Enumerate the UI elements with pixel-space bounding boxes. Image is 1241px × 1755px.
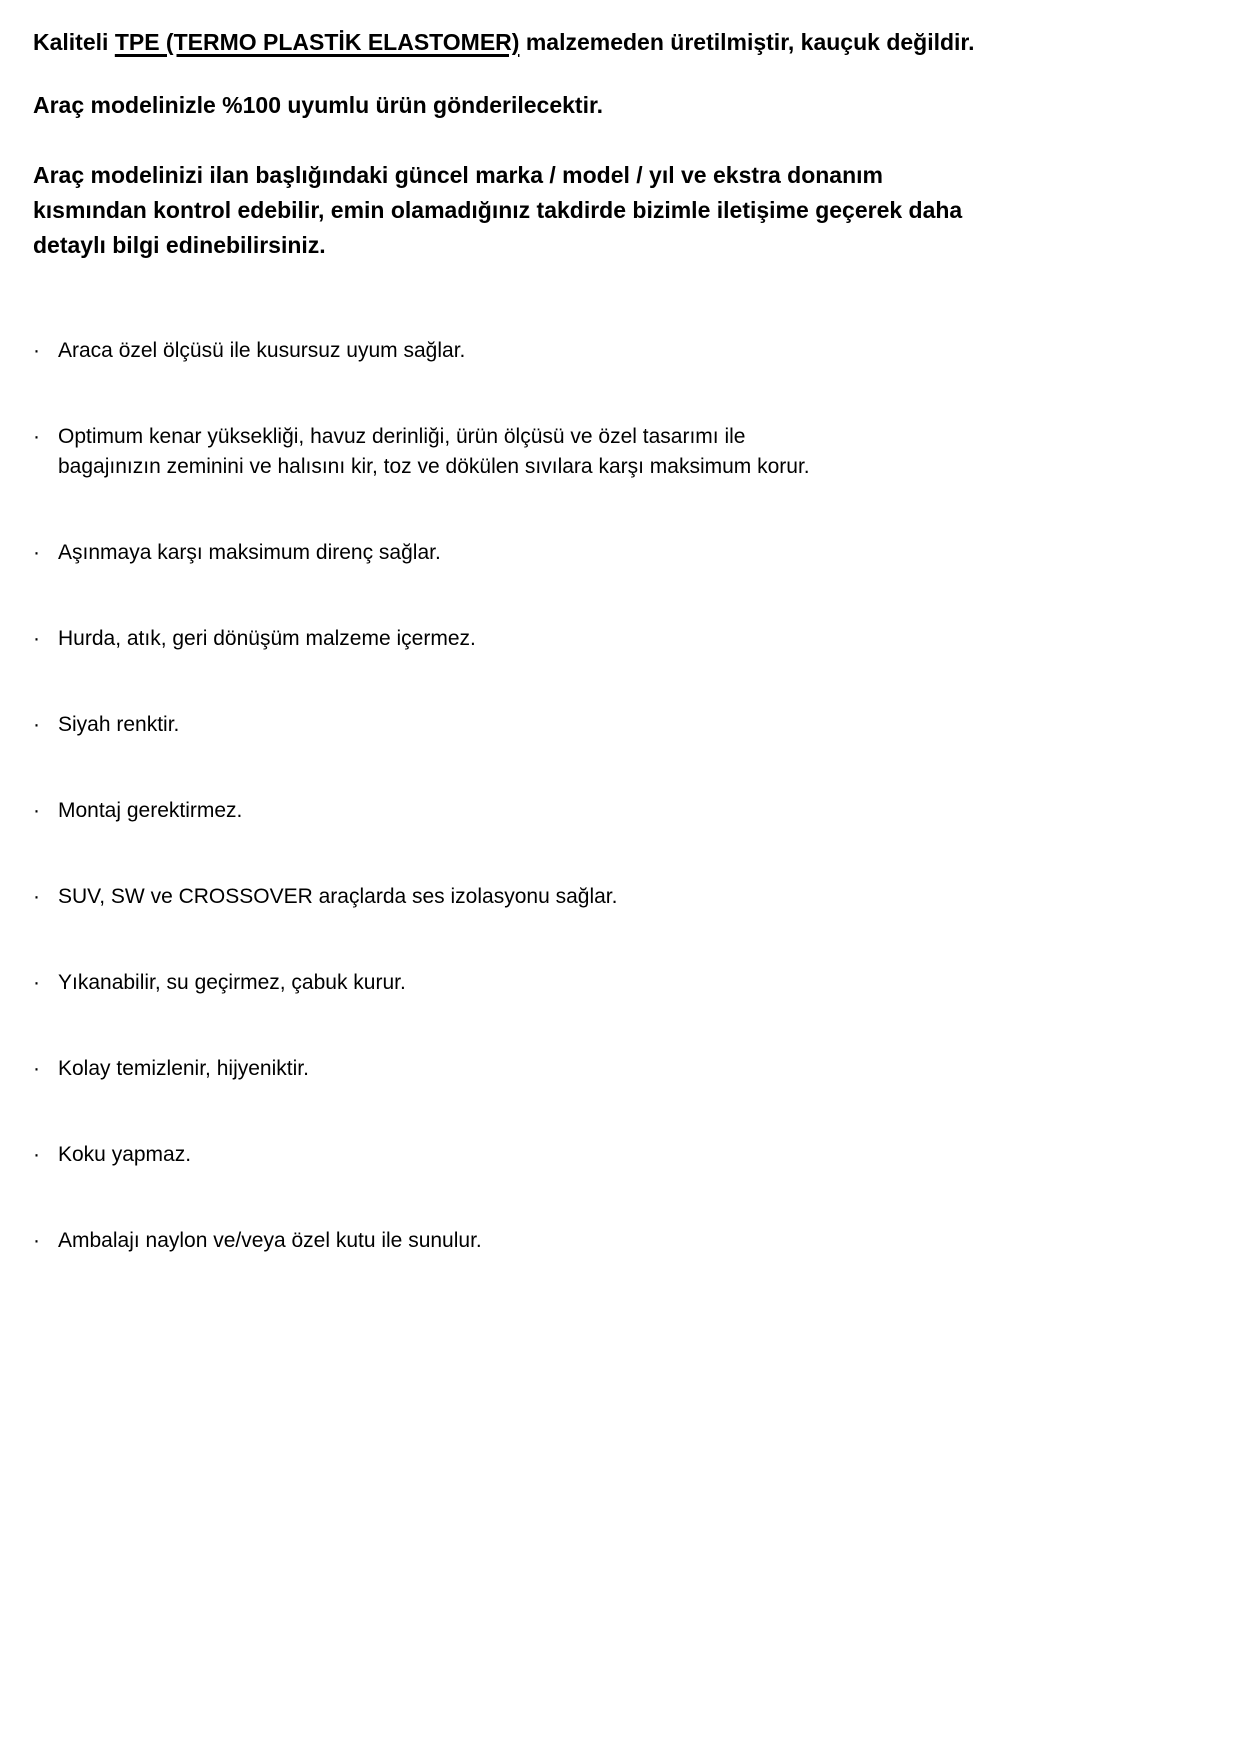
intro-paragraph-compatibility: Araç modelinizle %100 uyumlu ürün gönderilecektir. [33,92,604,118]
list-item-text: SUV, SW ve CROSSOVER araçlarda ses izolasyonu sağlar. [58,885,618,908]
list-item-text: Araca özel ölçüsü ile kusursuz uyum sağlar. [58,339,466,362]
list-item [33,624,1211,654]
list-item [33,882,1211,912]
list-item-text: Hurda, atık, geri dönüşüm malzeme içermez. [58,627,476,650]
intro-paragraph-material-suffix: malzemeden üretilmiştir, kauçuk değildir. [519,29,975,55]
list-item-text: Montaj gerektirmez. [58,799,243,822]
list-item [33,1140,1211,1170]
bullet-icon: · [33,541,40,564]
list-item-text: Siyah renktir. [58,713,180,736]
intro-paragraph-check-model-line: detaylı bilgi edinebilirsiniz. [33,232,326,258]
bullet-icon: · [33,799,40,822]
list-item-text: bagajınızın zeminini ve halısını kir, toz ve dökülen sıvılara karşı maksimum korur. [58,455,810,478]
bullet-icon: · [33,1143,40,1166]
bullet-icon: · [33,425,40,448]
list-item [33,710,1211,740]
bullet-icon: · [33,885,40,908]
intro-paragraph-material [33,25,1211,60]
list-item-text: Yıkanabilir, su geçirmez, çabuk kurur. [58,971,406,994]
list-item-text: Koku yapmaz. [58,1143,192,1166]
list-item [33,336,1211,366]
feature-list [33,336,1211,1256]
intro-paragraph-check-model [33,158,1211,263]
list-item [33,422,1211,482]
list-item [33,1226,1211,1256]
intro-paragraph-check-model-line: Araç modelinizi ilan başlığındaki güncel marka / model / yıl ve ekstra donanım [33,162,883,188]
list-item [33,968,1211,998]
bullet-icon: · [33,1229,40,1252]
intro-paragraph-check-model-line: kısmından kontrol edebilir, emin olamadığınız takdirde bizimle iletişime geçerek daha [33,197,963,223]
bullet-icon: · [33,713,40,736]
list-item-text: Ambalajı naylon ve/veya özel kutu ile sunulur. [58,1229,482,1252]
intro-paragraph-material-underlined: TPE (TERMO PLASTİK ELASTOMER) [114,29,520,55]
list-item-text: Kolay temizlenir, hijyeniktir. [58,1057,309,1080]
list-item [33,1054,1211,1084]
list-item [33,538,1211,568]
intro-paragraph-material-prefix: Kaliteli [33,29,115,55]
list-item-text: Aşınmaya karşı maksimum direnç sağlar. [58,541,441,564]
bullet-icon: · [33,971,40,994]
bullet-icon: · [33,339,40,362]
list-item-text: Optimum kenar yüksekliği, havuz derinliği, ürün ölçüsü ve özel tasarımı ile [58,425,746,448]
bullet-icon: · [33,627,40,650]
list-item [33,796,1211,826]
bullet-icon: · [33,1057,40,1080]
